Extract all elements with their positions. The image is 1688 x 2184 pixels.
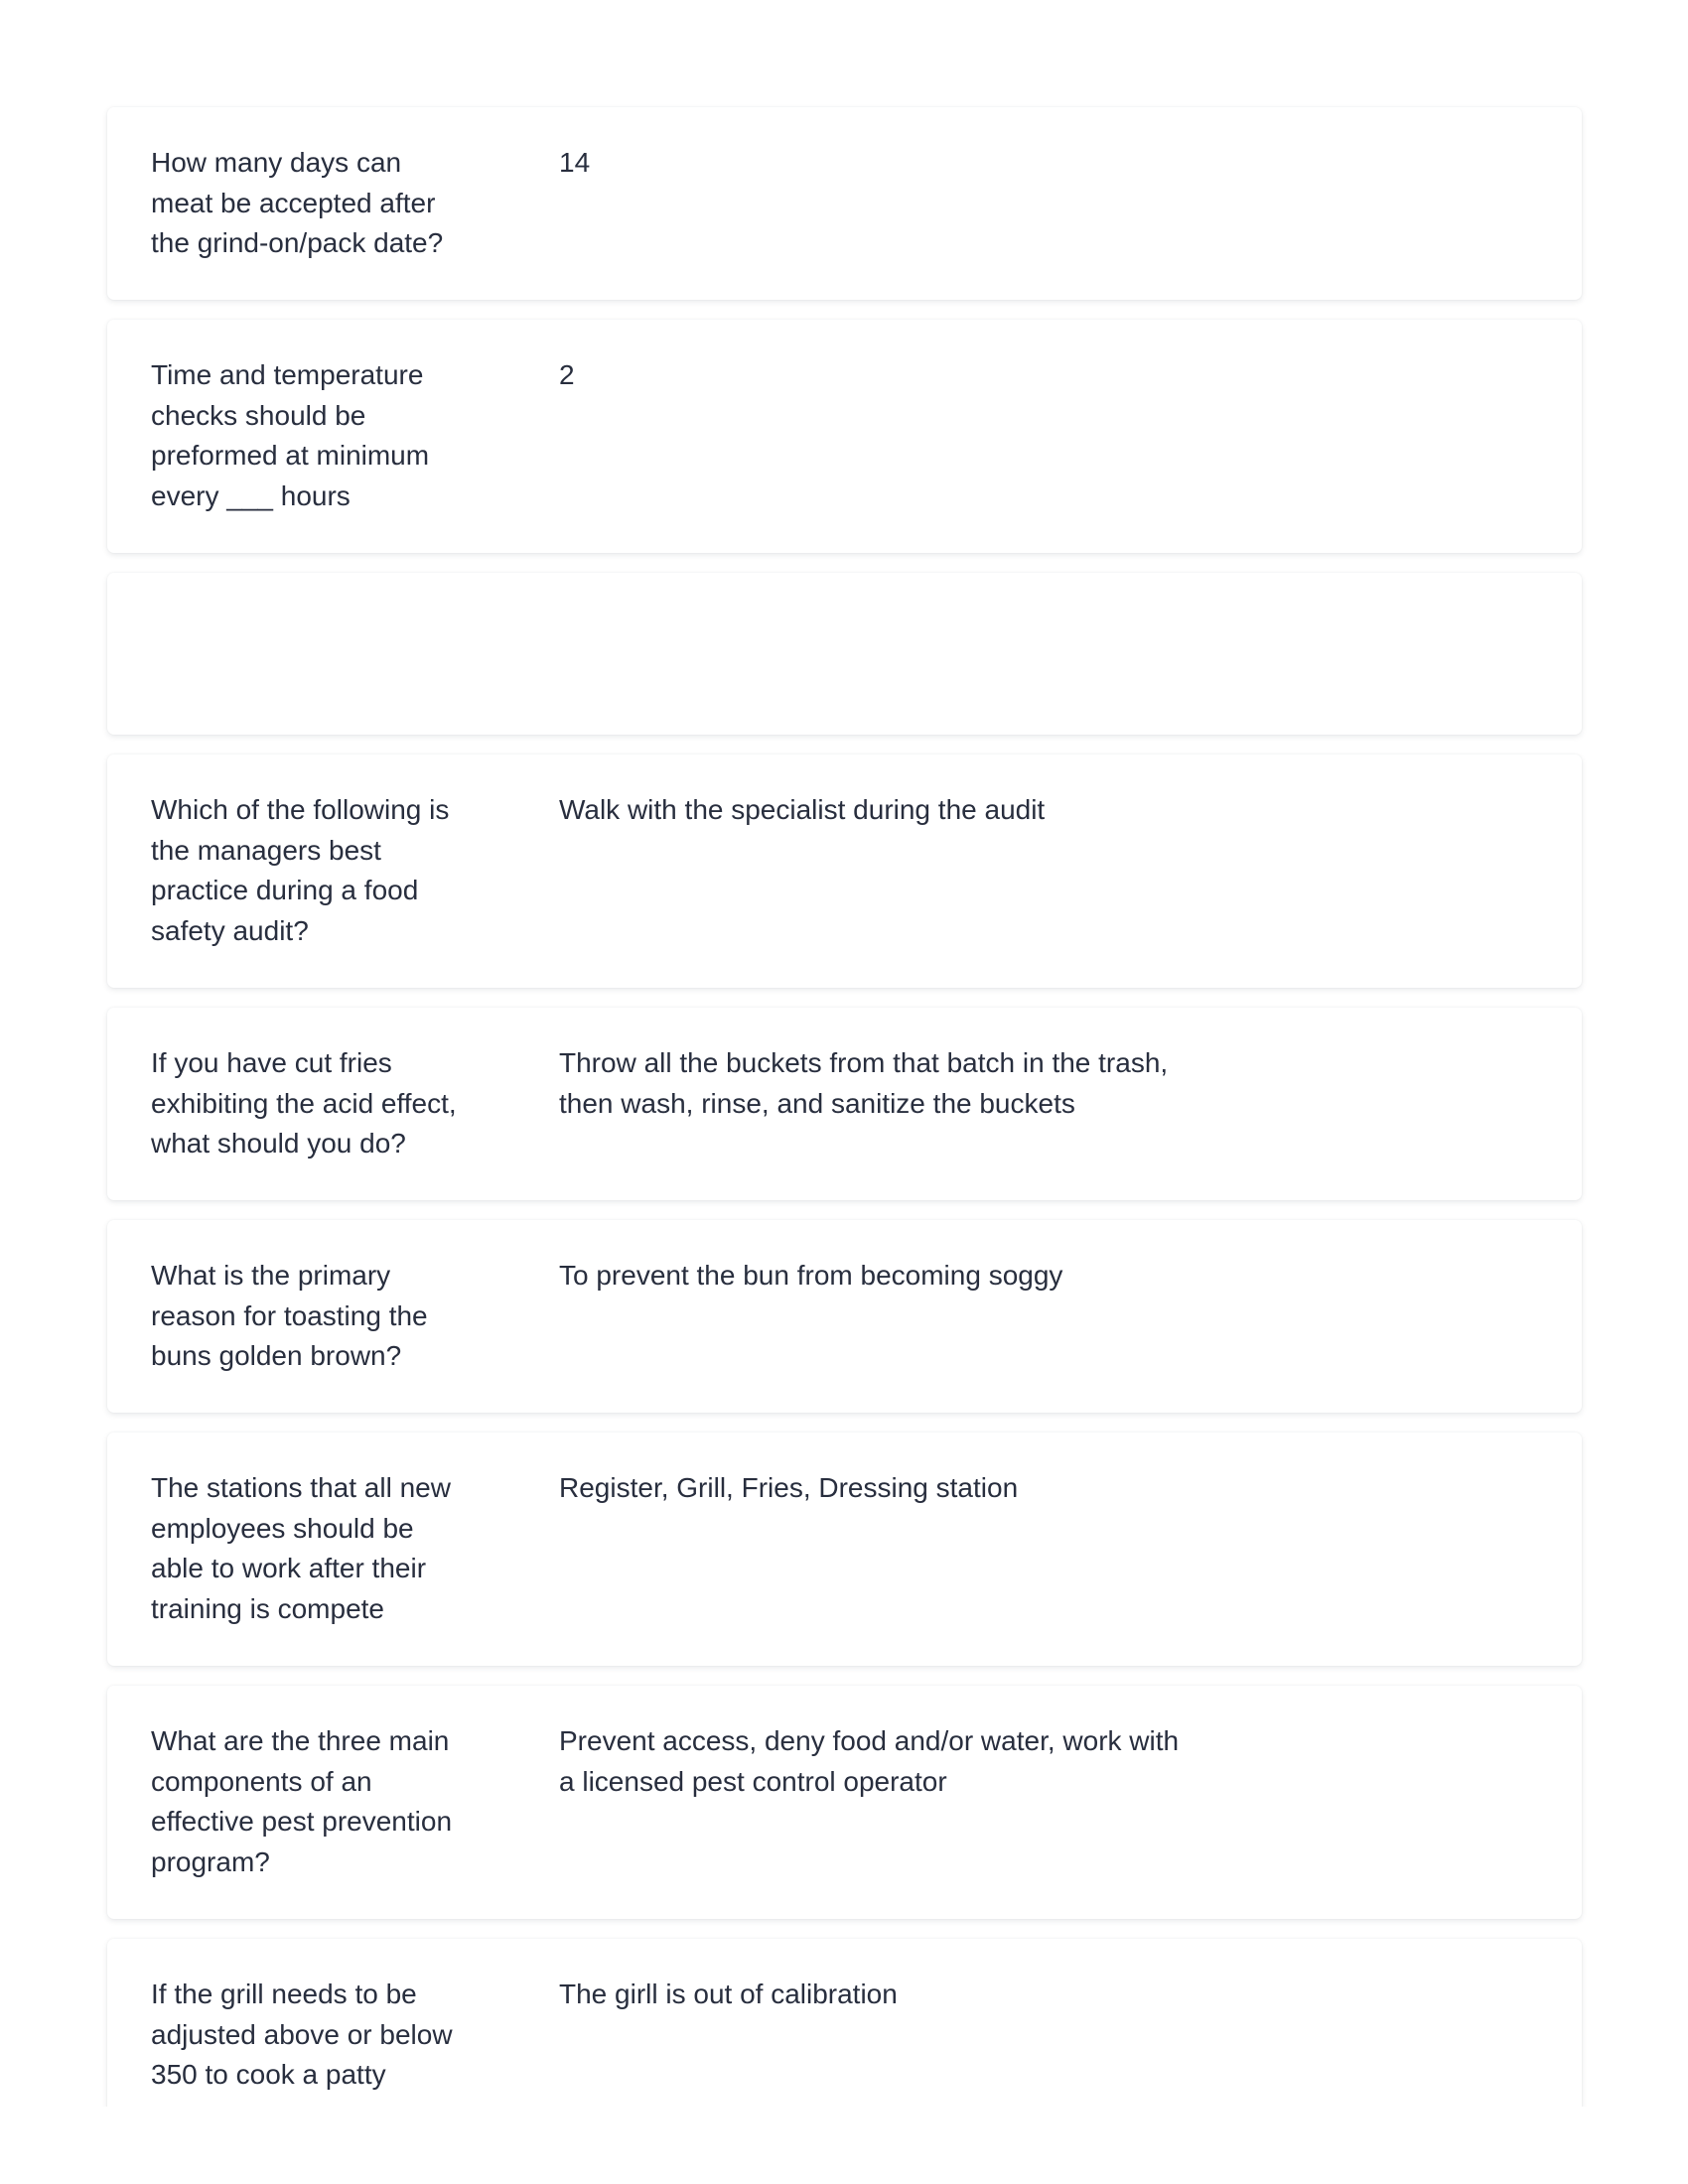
card-definition <box>559 1256 1224 1297</box>
definition-line: Prevent access, deny food and/or water, work with <box>559 1725 1180 1756</box>
term-line: safety audit? <box>151 914 309 946</box>
definition-line: a licensed pest control operator <box>559 1765 947 1797</box>
flashcard <box>107 107 1582 300</box>
term-line: every ___ hours <box>151 479 351 511</box>
card-term <box>151 1043 559 1164</box>
flashcard <box>107 754 1582 988</box>
term-line: If the grill needs to be <box>151 1979 417 2009</box>
card-definition <box>559 1975 1224 2015</box>
term-line: adjusted above or below <box>151 2018 453 2050</box>
flashcard <box>107 1008 1582 1200</box>
card-term <box>151 143 559 264</box>
term-line: practice during a food <box>151 875 419 905</box>
term-line: checks should be <box>151 399 366 431</box>
card-definition <box>559 790 1224 831</box>
term-line: the managers best <box>151 834 381 866</box>
flashcard-list <box>107 107 1582 2107</box>
card-definition <box>559 355 1224 396</box>
term-line: training is compete <box>151 1592 385 1624</box>
term-line: program? <box>151 1845 270 1877</box>
term-line: what should you do? <box>151 1128 406 1159</box>
definition-line: The girll is out of calibration <box>559 1979 898 2009</box>
flashcard <box>107 1433 1582 1666</box>
term-line: able to work after their <box>151 1553 427 1583</box>
card-term <box>151 355 559 516</box>
flashcard <box>107 320 1582 553</box>
flashcard-empty <box>107 573 1582 735</box>
definition-line: Throw all the buckets from that batch in the trash, <box>559 1047 1169 1078</box>
flashcard <box>107 1686 1582 1919</box>
term-line: How many days can <box>151 147 402 178</box>
definition-line: then wash, rinse, and sanitize the buckets <box>559 1087 1075 1119</box>
term-line: exhibiting the acid effect, <box>151 1087 457 1119</box>
term-line: Time and temperature <box>151 359 424 390</box>
card-term <box>151 1256 559 1377</box>
card-term <box>151 1721 559 1882</box>
term-line: effective pest prevention <box>151 1806 453 1837</box>
card-term <box>151 790 559 951</box>
flashcard <box>107 1220 1582 1413</box>
term-line: 350 to cook a patty <box>151 2059 386 2090</box>
flashcard <box>107 1939 1582 2107</box>
term-line: What is the primary <box>151 1260 391 1291</box>
term-line: If you have cut fries <box>151 1047 392 1078</box>
card-term <box>151 1975 559 2096</box>
term-line: The stations that all new <box>151 1472 451 1503</box>
term-line: Which of the following is <box>151 794 450 825</box>
definition-line: To prevent the bun from becoming soggy <box>559 1260 1063 1291</box>
definition-line: Walk with the specialist during the audit <box>559 794 1046 825</box>
card-definition <box>559 1468 1224 1509</box>
definition-line: 14 <box>559 147 591 178</box>
card-definition <box>559 1043 1224 1124</box>
term-line: buns golden brown? <box>151 1340 402 1371</box>
term-line: meat be accepted after <box>151 187 436 218</box>
term-line: preformed at minimum <box>151 440 430 471</box>
term-line: the grind-on/pack date? <box>151 227 444 258</box>
definition-line: 2 <box>559 359 575 390</box>
term-line: What are the three main <box>151 1725 450 1756</box>
card-definition <box>559 143 1224 184</box>
card-definition <box>559 1721 1224 1802</box>
term-line: reason for toasting the <box>151 1299 428 1331</box>
card-term <box>151 1468 559 1629</box>
term-line: components of an <box>151 1765 372 1797</box>
definition-line: Register, Grill, Fries, Dressing station <box>559 1472 1019 1503</box>
term-line: employees should be <box>151 1512 414 1544</box>
